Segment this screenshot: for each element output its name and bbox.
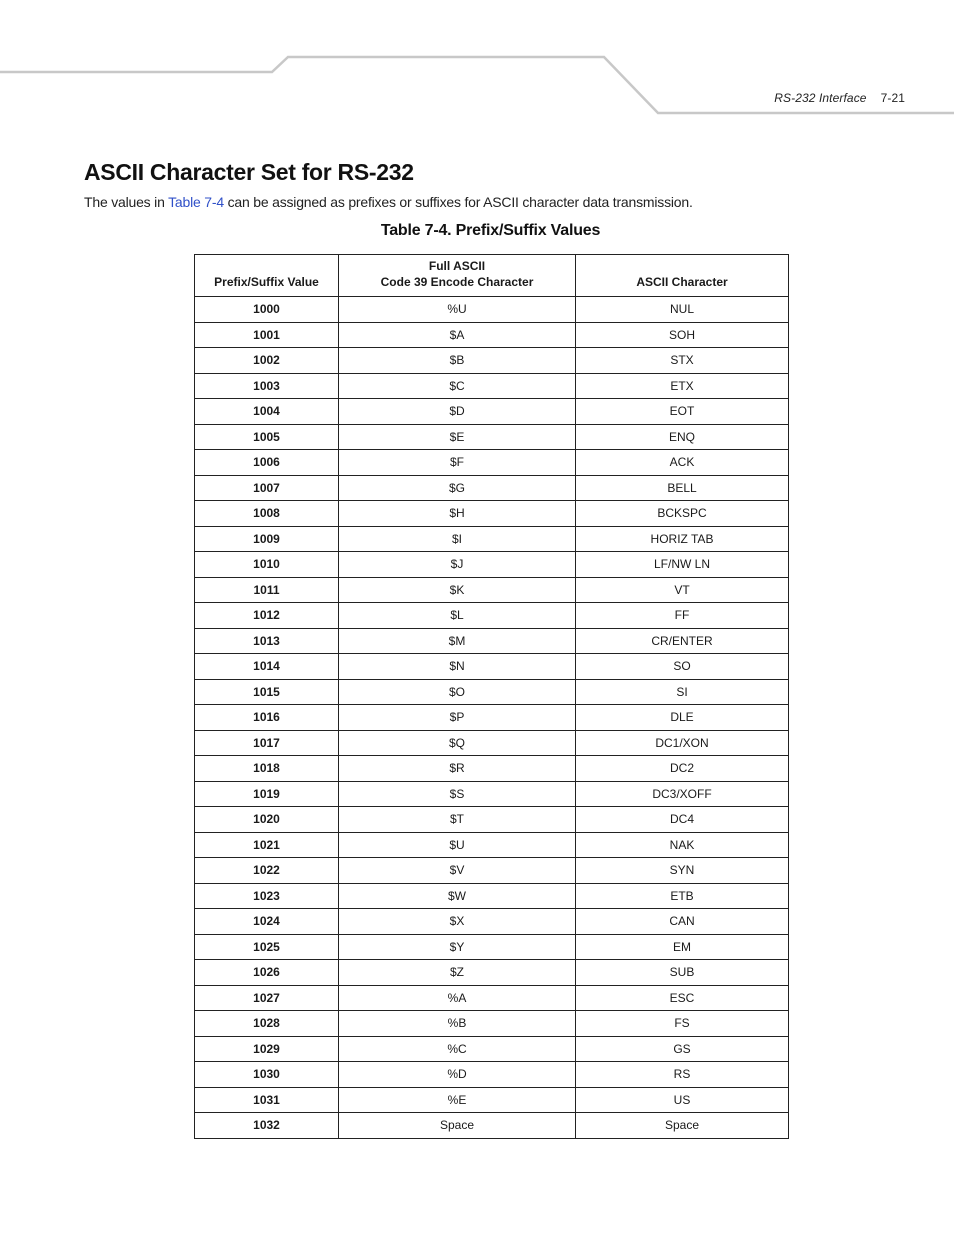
- intro-text-before: The values in: [84, 194, 169, 210]
- cell-prefix-suffix-value: 1006: [195, 450, 339, 476]
- cell-prefix-suffix-value: 1015: [195, 679, 339, 705]
- table-row: [195, 373, 789, 399]
- cell-prefix-suffix-value: 1025: [195, 934, 339, 960]
- table-row: [195, 577, 789, 603]
- cell-prefix-suffix-value: 1031: [195, 1087, 339, 1113]
- cell-prefix-suffix-value: 1012: [195, 603, 339, 629]
- table-row: [195, 501, 789, 527]
- cell-ascii-character: VT: [576, 577, 789, 603]
- prefix-suffix-table: [194, 254, 789, 1139]
- cell-ascii-character: SO: [576, 654, 789, 680]
- cell-code39-character: $D: [339, 399, 576, 425]
- table-row: [195, 603, 789, 629]
- cell-prefix-suffix-value: 1026: [195, 960, 339, 986]
- cell-prefix-suffix-value: 1016: [195, 705, 339, 731]
- cell-code39-character: $R: [339, 756, 576, 782]
- table-row: [195, 348, 789, 374]
- cell-prefix-suffix-value: 1019: [195, 781, 339, 807]
- table-row: [195, 832, 789, 858]
- cell-ascii-character: SI: [576, 679, 789, 705]
- cell-code39-character: $C: [339, 373, 576, 399]
- table-body: [195, 297, 789, 1139]
- cell-code39-character: $P: [339, 705, 576, 731]
- cell-ascii-character: RS: [576, 1062, 789, 1088]
- table-row: [195, 628, 789, 654]
- column-header-ascii: ASCII Character: [576, 255, 789, 297]
- cell-ascii-character: STX: [576, 348, 789, 374]
- cell-ascii-character: CR/ENTER: [576, 628, 789, 654]
- table-row: [195, 322, 789, 348]
- table-row: [195, 679, 789, 705]
- cell-prefix-suffix-value: 1009: [195, 526, 339, 552]
- cell-prefix-suffix-value: 1017: [195, 730, 339, 756]
- cell-prefix-suffix-value: 1000: [195, 297, 339, 323]
- table-row: [195, 730, 789, 756]
- cell-code39-character: %E: [339, 1087, 576, 1113]
- cell-ascii-character: ETX: [576, 373, 789, 399]
- running-header-section: RS-232 Interface: [774, 91, 867, 105]
- cell-code39-character: $V: [339, 858, 576, 884]
- cell-ascii-character: DC1/XON: [576, 730, 789, 756]
- cell-prefix-suffix-value: 1005: [195, 424, 339, 450]
- cell-ascii-character: SOH: [576, 322, 789, 348]
- cell-ascii-character: SYN: [576, 858, 789, 884]
- cell-code39-character: $I: [339, 526, 576, 552]
- table-row: [195, 909, 789, 935]
- page-title: ASCII Character Set for RS-232: [84, 159, 414, 185]
- cell-code39-character: $Y: [339, 934, 576, 960]
- table-row: [195, 756, 789, 782]
- column-header-value: Prefix/Suffix Value: [195, 255, 339, 297]
- cell-prefix-suffix-value: 1014: [195, 654, 339, 680]
- cell-code39-character: $T: [339, 807, 576, 833]
- cell-prefix-suffix-value: 1007: [195, 475, 339, 501]
- cell-code39-character: $Q: [339, 730, 576, 756]
- cell-code39-character: %A: [339, 985, 576, 1011]
- cell-code39-character: $K: [339, 577, 576, 603]
- cell-prefix-suffix-value: 1021: [195, 832, 339, 858]
- cell-ascii-character: DC4: [576, 807, 789, 833]
- table-row: [195, 781, 789, 807]
- cell-code39-character: $O: [339, 679, 576, 705]
- table-reference-link[interactable]: Table 7-4: [168, 194, 224, 210]
- cell-prefix-suffix-value: 1010: [195, 552, 339, 578]
- cell-prefix-suffix-value: 1023: [195, 883, 339, 909]
- table-header-row: [195, 255, 789, 297]
- running-header: [774, 91, 905, 105]
- cell-prefix-suffix-value: 1001: [195, 322, 339, 348]
- cell-ascii-character: FF: [576, 603, 789, 629]
- cell-ascii-character: ACK: [576, 450, 789, 476]
- table-row: [195, 1087, 789, 1113]
- cell-ascii-character: ESC: [576, 985, 789, 1011]
- cell-ascii-character: NUL: [576, 297, 789, 323]
- table-row: [195, 450, 789, 476]
- cell-code39-character: $A: [339, 322, 576, 348]
- page-number: 7-21: [880, 91, 905, 105]
- table-caption: Table 7-4. Prefix/Suffix Values: [380, 222, 601, 239]
- cell-ascii-character: US: [576, 1087, 789, 1113]
- cell-ascii-character: ENQ: [576, 424, 789, 450]
- cell-ascii-character: ETB: [576, 883, 789, 909]
- cell-ascii-character: LF/NW LN: [576, 552, 789, 578]
- cell-prefix-suffix-value: 1022: [195, 858, 339, 884]
- table-row: [195, 552, 789, 578]
- table-row: [195, 807, 789, 833]
- column-header-code39-line2: Code 39 Encode Character: [380, 275, 534, 289]
- table-row: [195, 654, 789, 680]
- cell-code39-character: $F: [339, 450, 576, 476]
- cell-prefix-suffix-value: 1032: [195, 1113, 339, 1139]
- cell-code39-character: $J: [339, 552, 576, 578]
- cell-prefix-suffix-value: 1011: [195, 577, 339, 603]
- cell-code39-character: $M: [339, 628, 576, 654]
- cell-ascii-character: SUB: [576, 960, 789, 986]
- cell-prefix-suffix-value: 1002: [195, 348, 339, 374]
- table-row: [195, 1011, 789, 1037]
- cell-code39-character: $W: [339, 883, 576, 909]
- table-row: [195, 858, 789, 884]
- cell-prefix-suffix-value: 1013: [195, 628, 339, 654]
- cell-code39-character: %C: [339, 1036, 576, 1062]
- cell-code39-character: $B: [339, 348, 576, 374]
- table-row: [195, 1036, 789, 1062]
- cell-prefix-suffix-value: 1018: [195, 756, 339, 782]
- cell-ascii-character: HORIZ TAB: [576, 526, 789, 552]
- table-row: [195, 297, 789, 323]
- cell-prefix-suffix-value: 1024: [195, 909, 339, 935]
- column-header-code39-line1: Full ASCII: [428, 259, 486, 273]
- column-header-code39: [339, 255, 576, 297]
- cell-ascii-character: Space: [576, 1113, 789, 1139]
- cell-prefix-suffix-value: 1004: [195, 399, 339, 425]
- cell-prefix-suffix-value: 1003: [195, 373, 339, 399]
- intro-paragraph: [84, 194, 693, 210]
- cell-ascii-character: GS: [576, 1036, 789, 1062]
- cell-code39-character: $L: [339, 603, 576, 629]
- table-row: [195, 399, 789, 425]
- table-row: [195, 960, 789, 986]
- cell-prefix-suffix-value: 1027: [195, 985, 339, 1011]
- cell-code39-character: $E: [339, 424, 576, 450]
- cell-ascii-character: EOT: [576, 399, 789, 425]
- cell-code39-character: $N: [339, 654, 576, 680]
- cell-code39-character: $G: [339, 475, 576, 501]
- table-row: [195, 424, 789, 450]
- table-row: [195, 475, 789, 501]
- cell-code39-character: $U: [339, 832, 576, 858]
- cell-prefix-suffix-value: 1020: [195, 807, 339, 833]
- cell-code39-character: $S: [339, 781, 576, 807]
- intro-text-after: can be assigned as prefixes or suffixes for ASCII character data transmission.: [223, 194, 693, 210]
- table-row: [195, 934, 789, 960]
- cell-prefix-suffix-value: 1028: [195, 1011, 339, 1037]
- table-row: [195, 985, 789, 1011]
- cell-ascii-character: DC2: [576, 756, 789, 782]
- table-row: [195, 1062, 789, 1088]
- cell-code39-character: $Z: [339, 960, 576, 986]
- cell-ascii-character: CAN: [576, 909, 789, 935]
- cell-ascii-character: FS: [576, 1011, 789, 1037]
- cell-prefix-suffix-value: 1030: [195, 1062, 339, 1088]
- cell-ascii-character: NAK: [576, 832, 789, 858]
- cell-code39-character: %D: [339, 1062, 576, 1088]
- cell-ascii-character: BCKSPC: [576, 501, 789, 527]
- cell-code39-character: $H: [339, 501, 576, 527]
- table-row: [195, 1113, 789, 1139]
- cell-ascii-character: DLE: [576, 705, 789, 731]
- cell-code39-character: $X: [339, 909, 576, 935]
- cell-code39-character: %B: [339, 1011, 576, 1037]
- cell-ascii-character: DC3/XOFF: [576, 781, 789, 807]
- table-row: [195, 883, 789, 909]
- cell-code39-character: %U: [339, 297, 576, 323]
- cell-prefix-suffix-value: 1029: [195, 1036, 339, 1062]
- table-row: [195, 705, 789, 731]
- cell-prefix-suffix-value: 1008: [195, 501, 339, 527]
- cell-ascii-character: EM: [576, 934, 789, 960]
- cell-ascii-character: BELL: [576, 475, 789, 501]
- cell-code39-character: Space: [339, 1113, 576, 1139]
- table-row: [195, 526, 789, 552]
